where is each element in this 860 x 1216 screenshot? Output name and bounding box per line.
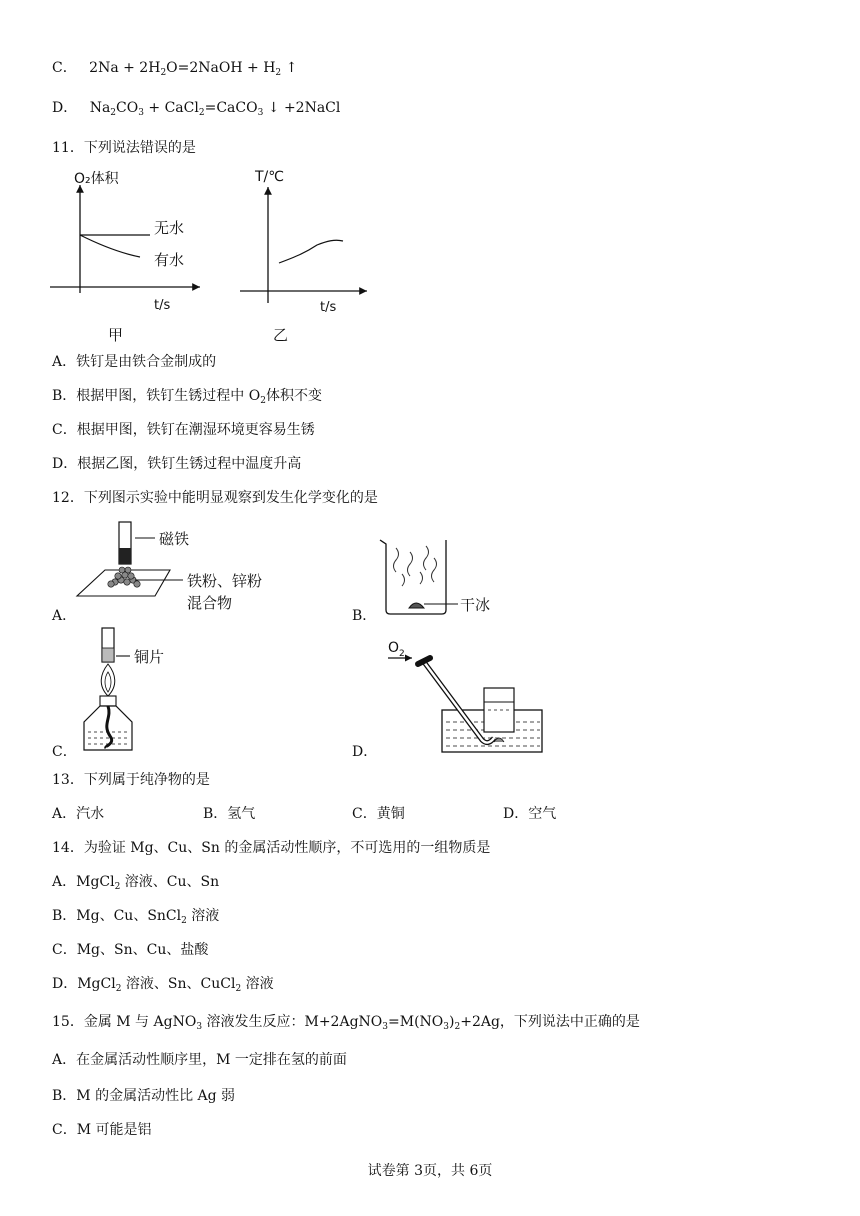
x-axis-label: t/s	[154, 298, 171, 313]
q12-option-d-letter: D．	[352, 744, 378, 760]
q13-option-c: C．黄铜	[352, 806, 405, 822]
copper-sheet	[102, 648, 114, 662]
q11-stem: 11．下列说法错误的是	[52, 140, 196, 156]
q14-option-c: C．Mg、Sn、Cu、盐酸	[52, 942, 209, 958]
q11-option-b: B．根据甲图，铁钉生锈过程中 $O_2$体积不变	[52, 388, 322, 406]
figure-caption: 甲	[108, 326, 124, 344]
q14-option-a: A．MgCl$_2$ 溶液、Cu、Sn	[52, 874, 220, 892]
q13-option-b: B．氢气	[203, 806, 256, 822]
dry-ice	[409, 603, 424, 608]
flame	[101, 664, 115, 696]
x-axis-label: t/s	[320, 300, 337, 315]
vapor	[394, 546, 437, 586]
option-letter: D．	[52, 100, 78, 116]
equation: $2Na + 2H_2O=2NaOH + H_2$ ↑	[89, 60, 298, 78]
q13-option-d: D．空气	[503, 806, 557, 822]
q13-stem: 13．下列属于纯净物的是	[52, 772, 210, 788]
label-o2: $O_2$	[388, 640, 405, 659]
label-magnet: 磁铁	[159, 530, 190, 548]
q15-stem: 15．金属 M 与 AgNO$_3$ 溶液发生反应：$M+2AgNO_3=M(NO_3)_2+2Ag$，下列说法中正确的是	[52, 1014, 640, 1032]
q12-option-c-letter: C．	[52, 744, 77, 760]
label-no-water: 无水	[154, 219, 185, 237]
q12-stem: 12．下列图示实验中能明显观察到发生化学变化的是	[52, 490, 378, 506]
q14-option-d: D．MgCl$_2$ 溶液、Sn、CuCl$_2$ 溶液	[52, 976, 274, 994]
q15-option-a: A．在金属活动性顺序里，M 一定排在氢的前面	[52, 1052, 347, 1068]
label-copper: 铜片	[134, 648, 165, 666]
label-mixture: 混合物	[187, 594, 233, 612]
figure-caption: 乙	[273, 326, 289, 344]
page-footer: 试卷第 3页，共 6页	[367, 1163, 493, 1179]
label-powders: 铁粉、锌粉	[187, 572, 263, 590]
line-with-water	[80, 235, 140, 257]
figure-d-oxygen-trough	[384, 640, 544, 760]
y-axis-label: O₂体积	[74, 171, 119, 187]
rubber-tube	[418, 658, 430, 664]
label-dry-ice: 干冰	[460, 596, 491, 614]
figure-jia	[50, 165, 200, 345]
q11-option-a: A．铁钉是由铁合金制成的	[52, 354, 217, 370]
q15-option-c: C．M 可能是铝	[52, 1122, 152, 1138]
equation: $Na_2CO_3$ + CaCl$_2$=CaCO$_3$ ↓ +2NaCl	[89, 100, 341, 118]
q11-option-d: D．根据乙图，铁钉生锈过程中温度升高	[52, 456, 302, 472]
option-letter: C．	[52, 60, 77, 76]
y-axis-label: T/℃	[255, 169, 284, 185]
burner-neck	[100, 696, 116, 706]
q10-option-c	[52, 58, 297, 83]
q10-option-d	[52, 98, 340, 123]
q12-option-b-letter: B．	[352, 608, 377, 624]
q14-stem: 14．为验证 Mg、Cu、Sn 的金属活动性顺序，不可选用的一组物质是	[52, 840, 491, 856]
q14-option-b: B．Mg、Cu、SnCl$_2$ 溶液	[52, 908, 220, 926]
label-with-water: 有水	[154, 251, 185, 269]
q13-option-a: A．汽水	[52, 806, 105, 822]
temperature-curve	[279, 240, 343, 263]
figure-a-magnet	[75, 518, 295, 618]
figure-yi	[235, 165, 375, 345]
figure-c-copper-flame	[76, 626, 216, 756]
q15-option-b: B．M 的金属活动性比 Ag 弱	[52, 1088, 236, 1104]
q12-option-a-letter: A．	[52, 608, 77, 624]
beaker	[380, 540, 446, 614]
figure-b-dry-ice	[376, 538, 506, 618]
q11-option-c: C．根据甲图，铁钉在潮湿环境更容易生锈	[52, 422, 315, 438]
